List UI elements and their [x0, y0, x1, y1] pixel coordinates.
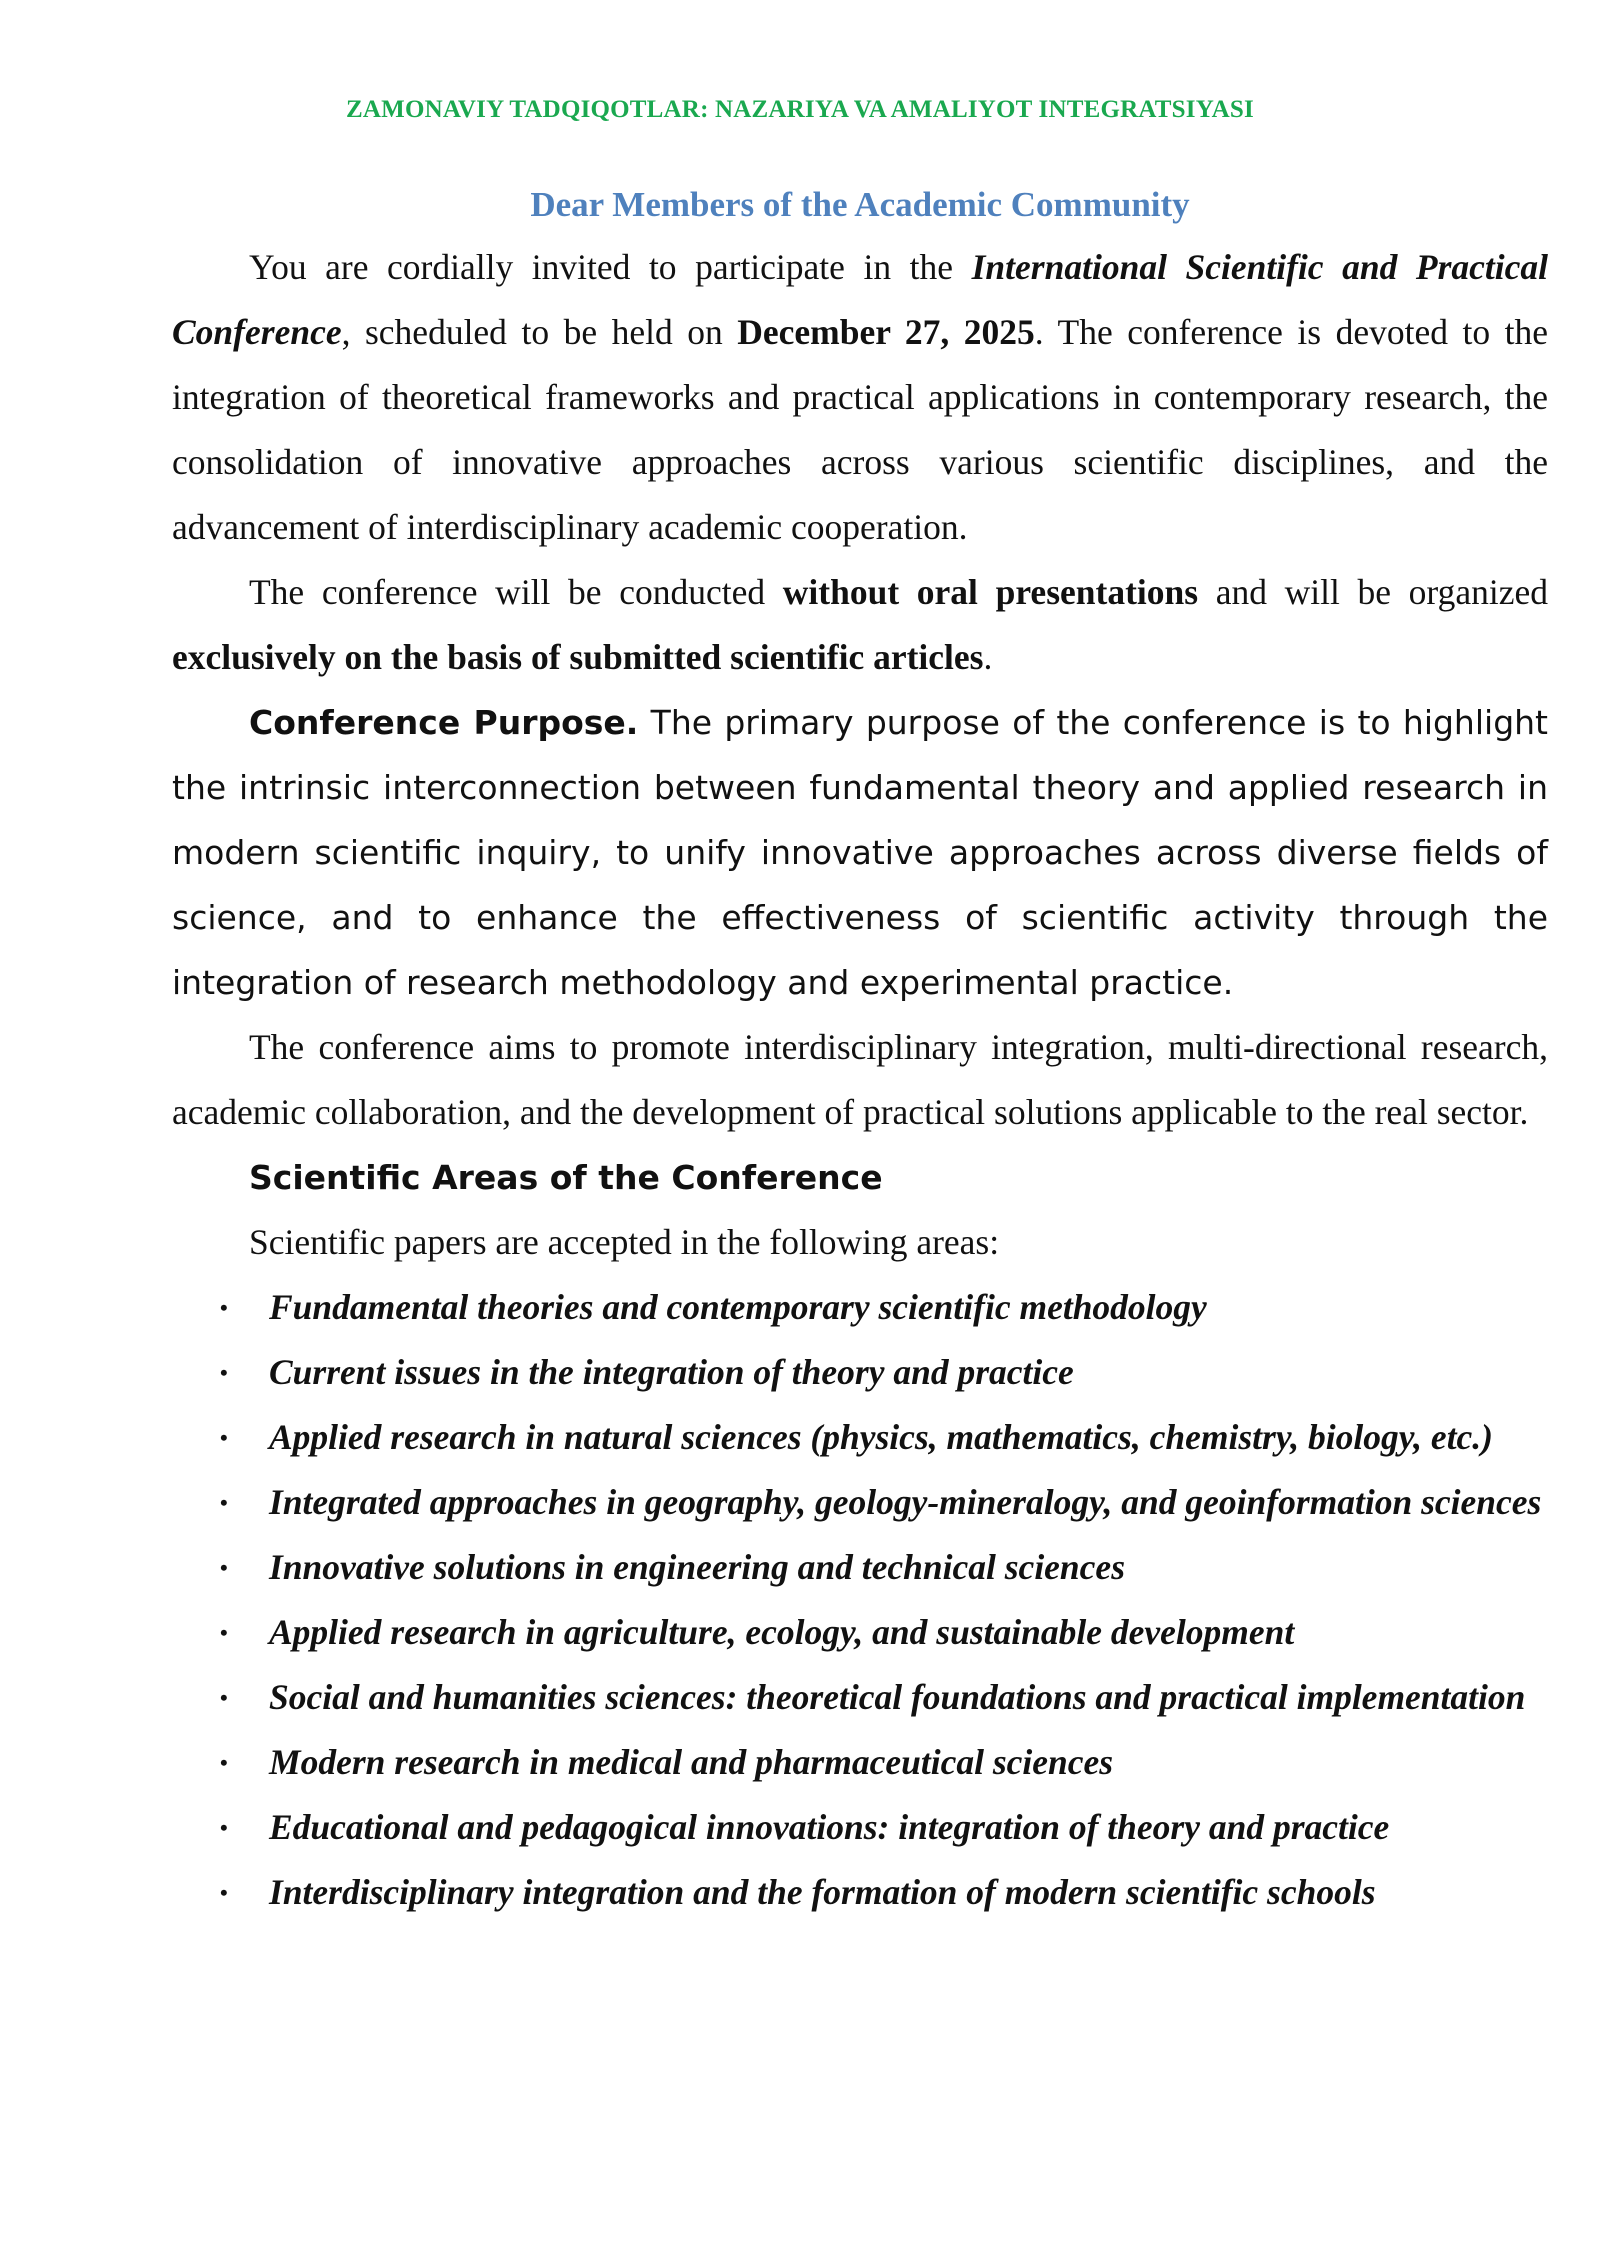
format-text-1: The conference will be conducted — [249, 572, 783, 612]
list-item — [172, 1795, 1548, 1860]
format-text-2: and will be organized — [1198, 572, 1549, 612]
format-bold-1: without oral presentations — [782, 572, 1199, 612]
format-bold-2: exclusively on the basis of submitted scientific articles — [172, 637, 984, 677]
conference-name: International Scientific and Practical Conference — [172, 247, 1548, 352]
list-item-text: Applied research in agriculture, ecology, and sustainable development — [269, 1612, 1295, 1652]
bullet-icon: • — [220, 1555, 228, 1580]
bullet-icon: • — [220, 1295, 228, 1320]
bullet-icon: • — [220, 1815, 228, 1840]
areas-intro: Scientific papers are accepted in the following areas: — [249, 1222, 1000, 1262]
list-item — [172, 1860, 1548, 1925]
letter-title: Dear Members of the Academic Community — [530, 185, 1190, 224]
list-item-text: Current issues in the integration of theory and practice — [269, 1352, 1074, 1392]
list-item — [172, 1730, 1548, 1795]
bullet-icon: • — [220, 1750, 228, 1775]
areas-list — [172, 1275, 1548, 1925]
bullet-icon: • — [220, 1360, 228, 1385]
intro-paragraph — [172, 235, 1548, 560]
list-item-text: Social and humanities sciences: theoretical foundations and practical implementation — [269, 1677, 1526, 1717]
running-header: ZAMONAVIY TADQIQOTLAR: NAZARIYA VA AMALIYOT INTEGRATSIYASI — [346, 96, 1254, 123]
list-item-text: Interdisciplinary integration and the formation of modern scientific schools — [269, 1872, 1376, 1912]
list-item-text: Innovative solutions in engineering and technical sciences — [269, 1547, 1126, 1587]
letter-body — [172, 175, 1548, 1925]
list-item-text: Integrated approaches in geography, geology-mineralogy, and geoinformation sciences — [269, 1482, 1542, 1522]
purpose-text: The primary purpose of the conference is to highlight the intrinsic interconnection between fundamental theory and applied research in modern scientific inquiry, to unify innovative approaches across diverse fields of science, and to enhance the effectiveness of scientific activity through the integration of research methodology and experimental practice. — [172, 703, 1548, 1002]
list-item-text: Applied research in natural sciences (physics, mathematics, chemistry, biology, etc.) — [269, 1417, 1494, 1457]
list-item — [172, 1665, 1548, 1730]
list-item-text: Educational and pedagogical innovations: integration of theory and practice — [269, 1807, 1390, 1847]
list-item — [172, 1275, 1548, 1340]
list-item — [172, 1535, 1548, 1600]
list-item-text: Modern research in medical and pharmaceutical sciences — [269, 1742, 1114, 1782]
bullet-icon: • — [220, 1425, 228, 1450]
format-text-3: . — [983, 637, 993, 677]
intro-text-2: , scheduled to be held on — [341, 312, 738, 352]
intro-text-3: . The conference is devoted to the integration of theoretical frameworks and practical applications in contemporary research, the consolidation of innovative approaches across various scientific disciplines, and the advancement of interdisciplinary academic cooperation. — [172, 312, 1549, 547]
bullet-icon: • — [220, 1685, 228, 1710]
list-item — [172, 1340, 1548, 1405]
purpose-label: Conference Purpose. — [249, 703, 639, 742]
list-item — [172, 1470, 1548, 1535]
conference-date: December 27, 2025 — [737, 312, 1035, 352]
intro-text-1: You are cordially invited to participate in the — [249, 247, 972, 287]
list-item-text: Fundamental theories and contemporary scientific methodology — [269, 1287, 1207, 1327]
bullet-icon: • — [220, 1490, 228, 1515]
aims-paragraph: The conference aims to promote interdisciplinary integration, multi-directional research, academic collaboration, and the development of practical solutions applicable to the real sector. — [172, 1027, 1548, 1132]
purpose-paragraph — [172, 690, 1548, 1015]
list-item — [172, 1405, 1548, 1470]
format-paragraph — [172, 560, 1548, 690]
bullet-icon: • — [220, 1880, 228, 1905]
list-item — [172, 1600, 1548, 1665]
areas-heading: Scientific Areas of the Conference — [249, 1158, 883, 1197]
bullet-icon: • — [220, 1620, 228, 1645]
